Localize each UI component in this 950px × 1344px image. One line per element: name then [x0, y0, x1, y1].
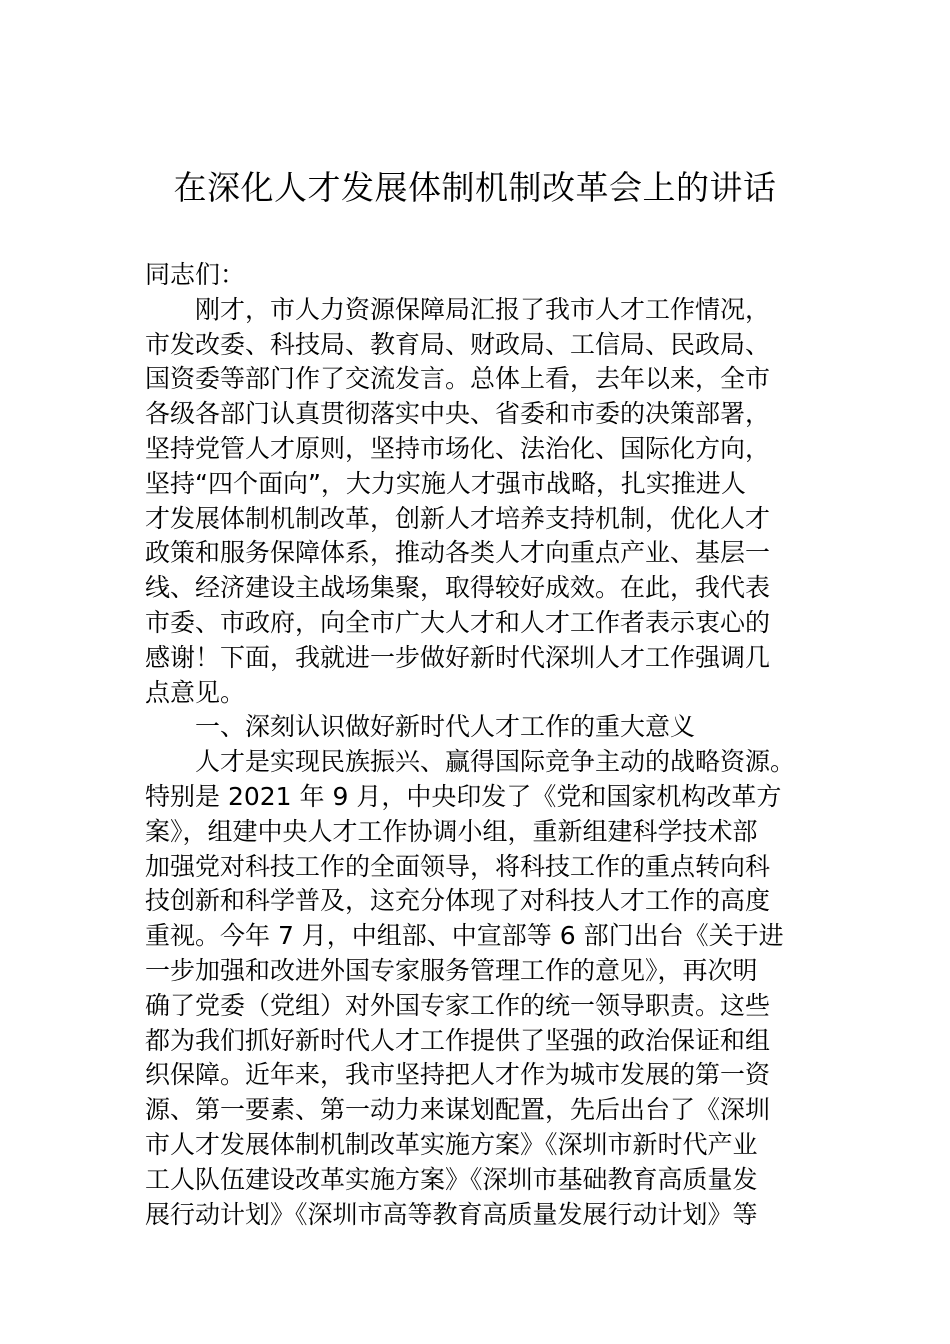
- text-line: 市人才发展体制机制改革实施方案》《深圳市新时代产业: [145, 1129, 758, 1159]
- text-line: 源、第一要素、第一动力来谋划配置，先后出台了《深圳: [145, 1095, 771, 1125]
- text-line: 坚持党管人才原则，坚持市场化、法治化、国际化方向，: [145, 433, 771, 463]
- text-line: 都为我们抓好新时代人才工作提供了坚强的政治保证和组: [145, 1025, 771, 1055]
- text-line: 点意见。: [145, 677, 246, 707]
- text-line: 才发展体制机制改革，创新人才培养支持机制，优化人才: [145, 503, 771, 533]
- text-line: 市发改委、科技局、教育局、财政局、工信局、民政局、: [145, 329, 771, 359]
- text-line: 加强党对科技工作的全面领导，将科技工作的重点转向科: [145, 851, 771, 881]
- text-line: 各级各部门认真贯彻落实中央、省委和市委的决策部署，: [145, 399, 771, 429]
- text-line: 工人队伍建设改革实施方案》《深圳市基础教育高质量发: [145, 1164, 758, 1194]
- text-line: 确了党委（党组）对外国专家工作的统一领导职责。这些: [145, 990, 771, 1020]
- text-line: 市委、市政府，向全市广大人才和人才工作者表示衷心的: [145, 607, 771, 637]
- text-line: 一、深刻认识做好新时代人才工作的重大意义: [195, 712, 696, 742]
- text-line: 特别是 2021 年 9 月，中央印发了《党和国家机构改革方: [145, 781, 782, 811]
- text-line: 坚持“四个面向”，大力实施人才强市战略，扎实推进人: [145, 468, 746, 498]
- document-title: 在深化人才发展体制机制改革会上的讲话: [173, 168, 777, 207]
- text-line: 感谢！下面，我就进一步做好新时代深圳人才工作强调几: [145, 642, 771, 672]
- text-line: 案》，组建中央人才工作协调小组，重新组建科学技术部: [145, 816, 758, 846]
- text-line: 织保障。近年来，我市坚持把人才作为城市发展的第一资: [145, 1060, 771, 1090]
- text-line: 政策和服务保障体系，推动各类人才向重点产业、基层一: [145, 538, 771, 568]
- text-line: 人才是实现民族振兴、赢得国际竞争主动的战略资源。: [195, 747, 796, 777]
- text-line: 同志们：: [145, 260, 246, 289]
- text-line: 技创新和科学普及，这充分体现了对科技人才工作的高度: [145, 886, 771, 916]
- text-line: 一步加强和改进外国专家服务管理工作的意见》，再次明: [145, 955, 758, 985]
- text-line: 国资委等部门作了交流发言。总体上看，去年以来，全市: [145, 364, 771, 394]
- text-line: 展行动计划》《深圳市高等教育高质量发展行动计划》等: [145, 1199, 758, 1229]
- text-line: 刚才，市人力资源保障局汇报了我市人才工作情况，: [195, 294, 771, 324]
- text-line: 线、经济建设主战场集聚，取得较好成效。在此，我代表: [145, 573, 771, 603]
- text-line: 重视。今年 7 月，中组部、中宣部等 6 部门出台《关于进: [145, 921, 784, 951]
- document-body: [145, 258, 825, 1232]
